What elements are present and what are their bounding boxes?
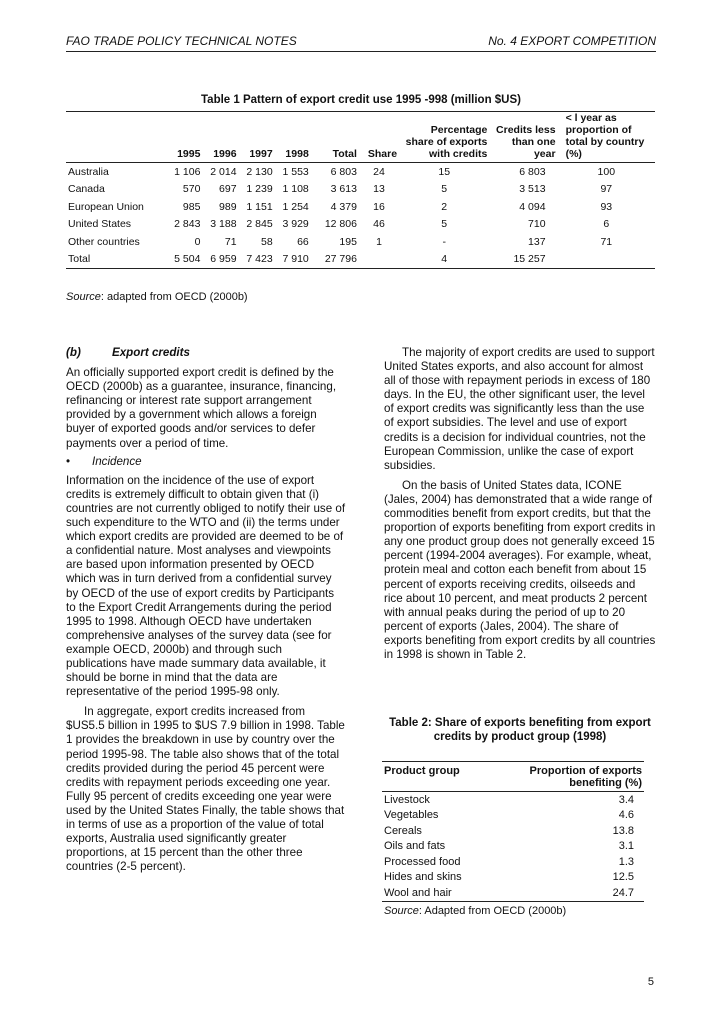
table1-cell: 71 xyxy=(600,235,613,248)
table1-cell: 3 188 xyxy=(210,218,237,231)
table1-row xyxy=(66,216,655,234)
table1-cell: 3 929 xyxy=(282,218,309,231)
table2-cell: 3.4 xyxy=(618,793,634,806)
table2-cell: Livestock xyxy=(384,793,430,806)
table1-cell: 6 803 xyxy=(519,165,546,178)
table2-source xyxy=(384,905,566,917)
table1-cell: 570 xyxy=(182,183,201,196)
table1-cell: 195 xyxy=(339,235,357,248)
table1-cell: 4 xyxy=(441,253,448,266)
table1-cell: 1 108 xyxy=(282,183,309,196)
table1-cell: 13 xyxy=(373,183,385,196)
table1-cell: 97 xyxy=(600,183,613,196)
table1-header-cell: 1998 xyxy=(285,148,309,160)
paragraph: Information on the incidence of the use of export credits is extremely difficult to obtain given that (i) countries are not currently obliged to notify their use of such expenditure to the WTO and (ii) the terms under which export credits are provided are deemed to be of a confidential nature. Most analyses and viewpoints are based upon information presented by OECD which was in turn derived from a confidential survey by OECD of the use of export credits by Participants to the Export Credit Arrangements during the period 1995 to 1998. Although OECD have undertaken comprehensive analyses of the survey data (see for example OECD, 2000b) and through such publications have made summary data available, it should be borne in mind that the data are representative of the period 1995-98 only. xyxy=(66,473,346,699)
table1-title: Table 1 Pattern of export credit use 1995 -998 (million $US) xyxy=(201,94,521,106)
table1-cell: 989 xyxy=(219,200,237,213)
table1-cell: 71 xyxy=(224,235,237,248)
table1-cell: - xyxy=(442,235,446,248)
table1-cell: 2 130 xyxy=(246,165,273,178)
table1-header-cell: 1996 xyxy=(213,148,237,160)
running-header xyxy=(66,34,656,52)
table2-cell: Hides and skins xyxy=(384,871,462,884)
table1-cell: 710 xyxy=(528,218,546,231)
table1-cell: 4 379 xyxy=(330,200,357,213)
table1-cell: 4 094 xyxy=(519,200,546,213)
table2-row xyxy=(382,792,644,808)
table2-cell: Processed food xyxy=(384,855,461,868)
table1-cell: 7 910 xyxy=(282,253,309,266)
table1-cell: 6 xyxy=(603,218,610,231)
bullet-heading xyxy=(66,455,346,469)
table1-source xyxy=(66,291,248,303)
paragraph: An officially supported export credit is defined by the OECD (2000b) as a guarantee, insurance, financing, refinancing or interest rate support arrangement provided by a government which allows a foreign buyer of exported goods and/or services to defer payments over a period of time. xyxy=(66,366,337,450)
table1-cell: 15 257 xyxy=(513,253,546,266)
section-label: (b) xyxy=(66,346,81,359)
table1-header-cell: Credits less than one year xyxy=(496,124,556,160)
table1-cell: 6 803 xyxy=(330,165,357,178)
table2-row xyxy=(382,839,644,855)
table1-cell: Other countries xyxy=(68,235,140,248)
table1 xyxy=(66,111,655,269)
paragraph: On the basis of United States data, ICONE (Jales, 2004) has demonstrated that a wide range of commodities benefit from export credits, but that the proportion of exports benefiting from export credits in any one product group does not generally exceed 15 percent (1994-2004 averages). For example, wheat, protein meal and cotton each benefit from about 15 percent of exports receiving credits, oilseeds and rice about 10 percent, and meat products 2 percent with annual peaks during the period of up to 20 percent of exports (Jales, 2004). The share of exports benefiting from export credits by all countries in 1998 is shown in Table 2. xyxy=(384,478,656,661)
table1-row xyxy=(66,233,655,251)
table1-cell: 0 xyxy=(194,235,201,248)
header-left: FAO TRADE POLICY TECHNICAL NOTES xyxy=(66,34,297,48)
bullet-title: Incidence xyxy=(92,454,142,468)
table1-cell: Australia xyxy=(68,165,109,178)
table1-header-row xyxy=(66,112,655,163)
table1-cell: 2 014 xyxy=(210,165,237,178)
table1-cell: 15 xyxy=(438,165,451,178)
table1-cell: 46 xyxy=(373,218,385,231)
source-label: Source xyxy=(66,291,101,303)
table2-cell: Vegetables xyxy=(384,809,439,822)
table1-header-cell: Percentage share of exports with credits xyxy=(405,124,488,160)
table2-header-cell: Proportion of exports benefiting (%) xyxy=(529,765,642,789)
table1-cell: 7 423 xyxy=(246,253,273,266)
paragraph: In aggregate, export credits increased from $US5.5 billion in 1995 to $US 7.9 billion in 1998. Table 1 provides the breakdown in use by country over the period 1995-98. The table also shows that of the total credits provided during the period 45 percent were credits with repayment periods exceeding one year. Fully 95 percent of credits exceeding one year were used by the United States Finally, the table shows that in terms of use as a proportion of the value of total exports, Australia used significantly greater proportions, at 15 percent than the other three countries (2-5 percent). xyxy=(66,705,345,874)
table1-cell: 16 xyxy=(373,200,385,213)
table2 xyxy=(382,761,644,902)
table2-row xyxy=(382,885,644,901)
table2-cell: Cereals xyxy=(384,824,422,837)
table1-cell xyxy=(359,251,399,269)
table2-body xyxy=(382,792,644,902)
table2-cell: 3.1 xyxy=(618,840,634,853)
table2-cell: 24.7 xyxy=(612,886,634,899)
table1-row xyxy=(66,163,655,181)
table1-body xyxy=(66,163,655,269)
page-number: 5 xyxy=(647,976,654,988)
table1-cell: 5 xyxy=(441,218,448,231)
table1-header-cell: Share xyxy=(367,148,398,160)
table1-header-cell: Total xyxy=(332,148,357,160)
section-title: Export credits xyxy=(112,346,190,359)
table2-header-row xyxy=(382,762,644,792)
table1-cell: 100 xyxy=(597,165,616,178)
table2-row xyxy=(382,823,644,839)
table2-header-cell: Product group xyxy=(384,765,460,777)
left-column xyxy=(66,346,346,874)
table1-cell: 5 xyxy=(441,183,448,196)
table1-cell: 2 845 xyxy=(246,218,273,231)
paragraph: The majority of export credits are used to support United States exports, and also account for almost all of those with repayment periods in excess of 180 days. In the EU, the other significant user, the level of export credits was significantly less than the use of export subsidies. The level and use of export credits is a decision for individual countries, not the European Commission, unlike the case of export subsidies. xyxy=(384,346,655,472)
table2-cell: 13.8 xyxy=(612,824,634,837)
table2-cell: 4.6 xyxy=(618,809,634,822)
table1-cell: 985 xyxy=(182,200,201,213)
bullet-icon: • xyxy=(66,454,71,468)
table1-header-cell: 1997 xyxy=(249,148,273,160)
table1-cell: 2 843 xyxy=(174,218,201,231)
table1-cell: 58 xyxy=(260,235,273,248)
table1-cell: 66 xyxy=(297,235,309,248)
table1-cell: 1 106 xyxy=(174,165,201,178)
table1-cell: 1 151 xyxy=(246,200,273,213)
table2-cell: 12.5 xyxy=(612,871,634,884)
table1-row xyxy=(66,181,655,199)
table1-cell: 2 xyxy=(441,200,448,213)
table1-cell: 5 504 xyxy=(174,253,201,266)
table1-cell: 1 553 xyxy=(282,165,309,178)
right-column xyxy=(384,346,656,662)
table1-cell xyxy=(558,251,655,269)
source-label: Source xyxy=(384,905,419,917)
table1-cell: United States xyxy=(68,218,132,231)
header-right: No. 4 EXPORT COMPETITION xyxy=(488,34,656,48)
table1-cell: 3 613 xyxy=(330,183,357,196)
table2-title: Table 2: Share of exports benefiting from export credits by product group (1998) xyxy=(389,717,651,743)
table1-cell: 1 239 xyxy=(246,183,273,196)
table1-cell: 3 513 xyxy=(519,183,546,196)
table2-row xyxy=(382,870,644,886)
table1-cell: 12 806 xyxy=(324,218,357,231)
table2-cell: 1.3 xyxy=(618,855,634,868)
table1-cell: 24 xyxy=(373,165,385,178)
table1-cell: 137 xyxy=(528,235,546,248)
table1-cell: 697 xyxy=(219,183,237,196)
source-text: : Adapted from OECD (2000b) xyxy=(418,905,567,917)
table1-header-cell: 1995 xyxy=(177,148,201,160)
table1-header-cell: < l year as proportion of total by country (%) xyxy=(565,112,645,160)
table1-cell: 27 796 xyxy=(324,253,357,266)
table1-cell: Total xyxy=(68,253,91,266)
table2-row xyxy=(382,808,644,824)
source-text: : adapted from OECD (2000b) xyxy=(100,291,248,303)
table1-cell: 1 254 xyxy=(282,200,309,213)
table1-row xyxy=(66,198,655,216)
table1-row xyxy=(66,251,655,269)
table1-cell: Canada xyxy=(68,183,105,196)
table1-cell: 93 xyxy=(600,200,613,213)
table1-cell: 1 xyxy=(376,235,382,248)
section-heading xyxy=(66,346,346,360)
table2-cell: Oils and fats xyxy=(384,840,446,853)
table1-header-cell xyxy=(66,112,164,163)
table2-row xyxy=(382,854,644,870)
table2-cell: Wool and hair xyxy=(384,886,452,899)
table1-cell: 6 959 xyxy=(210,253,237,266)
table1-cell: European Union xyxy=(68,200,144,213)
